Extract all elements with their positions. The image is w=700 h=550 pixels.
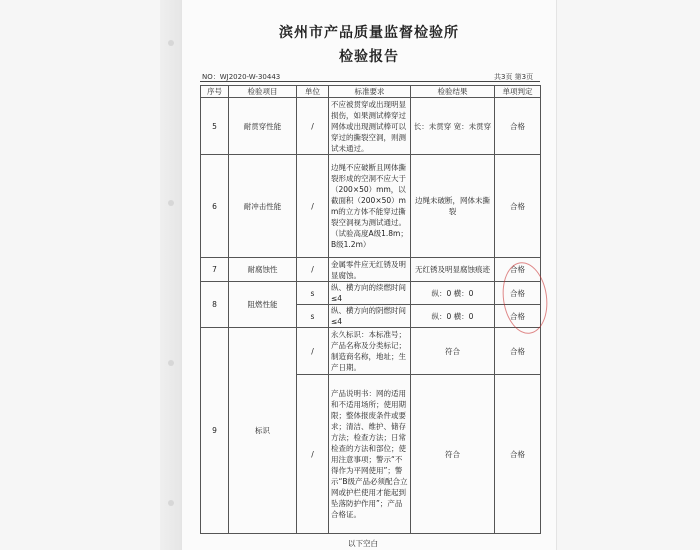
cell-result: 边绳未破断，网体未撕裂 (411, 155, 495, 258)
cell-requirement: 边绳不应破断且网体撕裂形成的空洞不应大于（200×50）mm，以截面积（200×50）mm的立方体不能穿过撕裂空洞视为测试通过。（试验高度A级1.8m；B级1.2m） (329, 155, 411, 258)
cell-result: 无红锈及明显腐蚀痕迹 (411, 258, 495, 282)
binding-hole (168, 200, 174, 206)
report-number: NO：WJ2020-W-30443 (202, 73, 281, 81)
cell-verdict: 合格 (495, 375, 541, 534)
header-item: 检验项目 (229, 86, 297, 98)
header-rule (200, 81, 540, 82)
cell-requirement: 不应被贯穿或出现明显损伤，如果测试棒穿过网体或出现测试棒可以穿过的撕裂空洞，则测试未通过。 (329, 98, 411, 155)
cell-verdict: 合格 (495, 282, 541, 305)
cell-unit: / (297, 328, 329, 375)
cell-verdict: 合格 (495, 98, 541, 155)
cell-verdict: 合格 (495, 258, 541, 282)
cell-result: 纵：0 横：0 (411, 282, 495, 305)
table-row (201, 155, 541, 258)
cell-requirement: 金属零件应无红锈及明显腐蚀。 (329, 258, 411, 282)
cell-unit: s (297, 305, 329, 328)
cell-item: 耐腐蚀性 (229, 258, 297, 282)
cell-item: 耐冲击性能 (229, 155, 297, 258)
cell-unit: s (297, 282, 329, 305)
table-row (201, 98, 541, 155)
cell-unit: / (297, 258, 329, 282)
cell-verdict: 合格 (495, 305, 541, 328)
end-note: 以下空白 (348, 539, 378, 548)
cell-item: 阻燃性能 (229, 282, 297, 328)
cell-result: 符合 (411, 375, 495, 534)
cell-unit: / (297, 155, 329, 258)
cell-item: 耐贯穿性能 (229, 98, 297, 155)
table-header-row (201, 86, 541, 98)
cell-requirement: 产品说明书：网的适用和不适用场所；使用期限；整体报废条件或要求；清洁、维护、储存方法；检查方法；日常检查的方法和部位；使用注意事项；警示“不得作为平网使用”；警示“B级产品必须配合立网或护栏使用才能起到坠落防护作用”；产品合格证。 (329, 375, 411, 534)
page-count: 共3页 第3页 (494, 73, 534, 81)
cell-result: 纵：0 横：0 (411, 305, 495, 328)
cell-requirement: 永久标识：本标准号；产品名称及分类标记；制造商名称，地址；生产日期。 (329, 328, 411, 375)
header-verdict: 单项判定 (495, 86, 541, 98)
table-row (201, 328, 541, 375)
cell-unit: / (297, 375, 329, 534)
binding-hole (168, 40, 174, 46)
cell-item: 标识 (229, 328, 297, 534)
cell-no: 7 (201, 258, 229, 282)
institute-title: 滨州市产品质量监督检验所 (279, 25, 459, 41)
cell-no: 8 (201, 282, 229, 328)
cell-no: 6 (201, 155, 229, 258)
cell-requirement: 纵、横方向的续燃时间≤4 (329, 282, 411, 305)
cell-result: 长：未贯穿 宽：未贯穿 (411, 98, 495, 155)
header-requirement: 标准要求 (329, 86, 411, 98)
header-no: 序号 (201, 86, 229, 98)
header-unit: 单位 (297, 86, 329, 98)
cell-verdict: 合格 (495, 328, 541, 375)
report-title: 检验报告 (339, 49, 399, 65)
binding-hole (168, 360, 174, 366)
cell-no: 9 (201, 328, 229, 534)
table-row (201, 282, 541, 305)
cell-verdict: 合格 (495, 155, 541, 258)
binding-hole (168, 500, 174, 506)
cell-unit: / (297, 98, 329, 155)
inspection-table (200, 85, 541, 534)
cell-requirement: 纵、横方向的阴燃时间≤4 (329, 305, 411, 328)
cell-result: 符合 (411, 328, 495, 375)
binding-strip (160, 0, 182, 550)
table-row (201, 258, 541, 282)
cell-no: 5 (201, 98, 229, 155)
header-result: 检验结果 (411, 86, 495, 98)
